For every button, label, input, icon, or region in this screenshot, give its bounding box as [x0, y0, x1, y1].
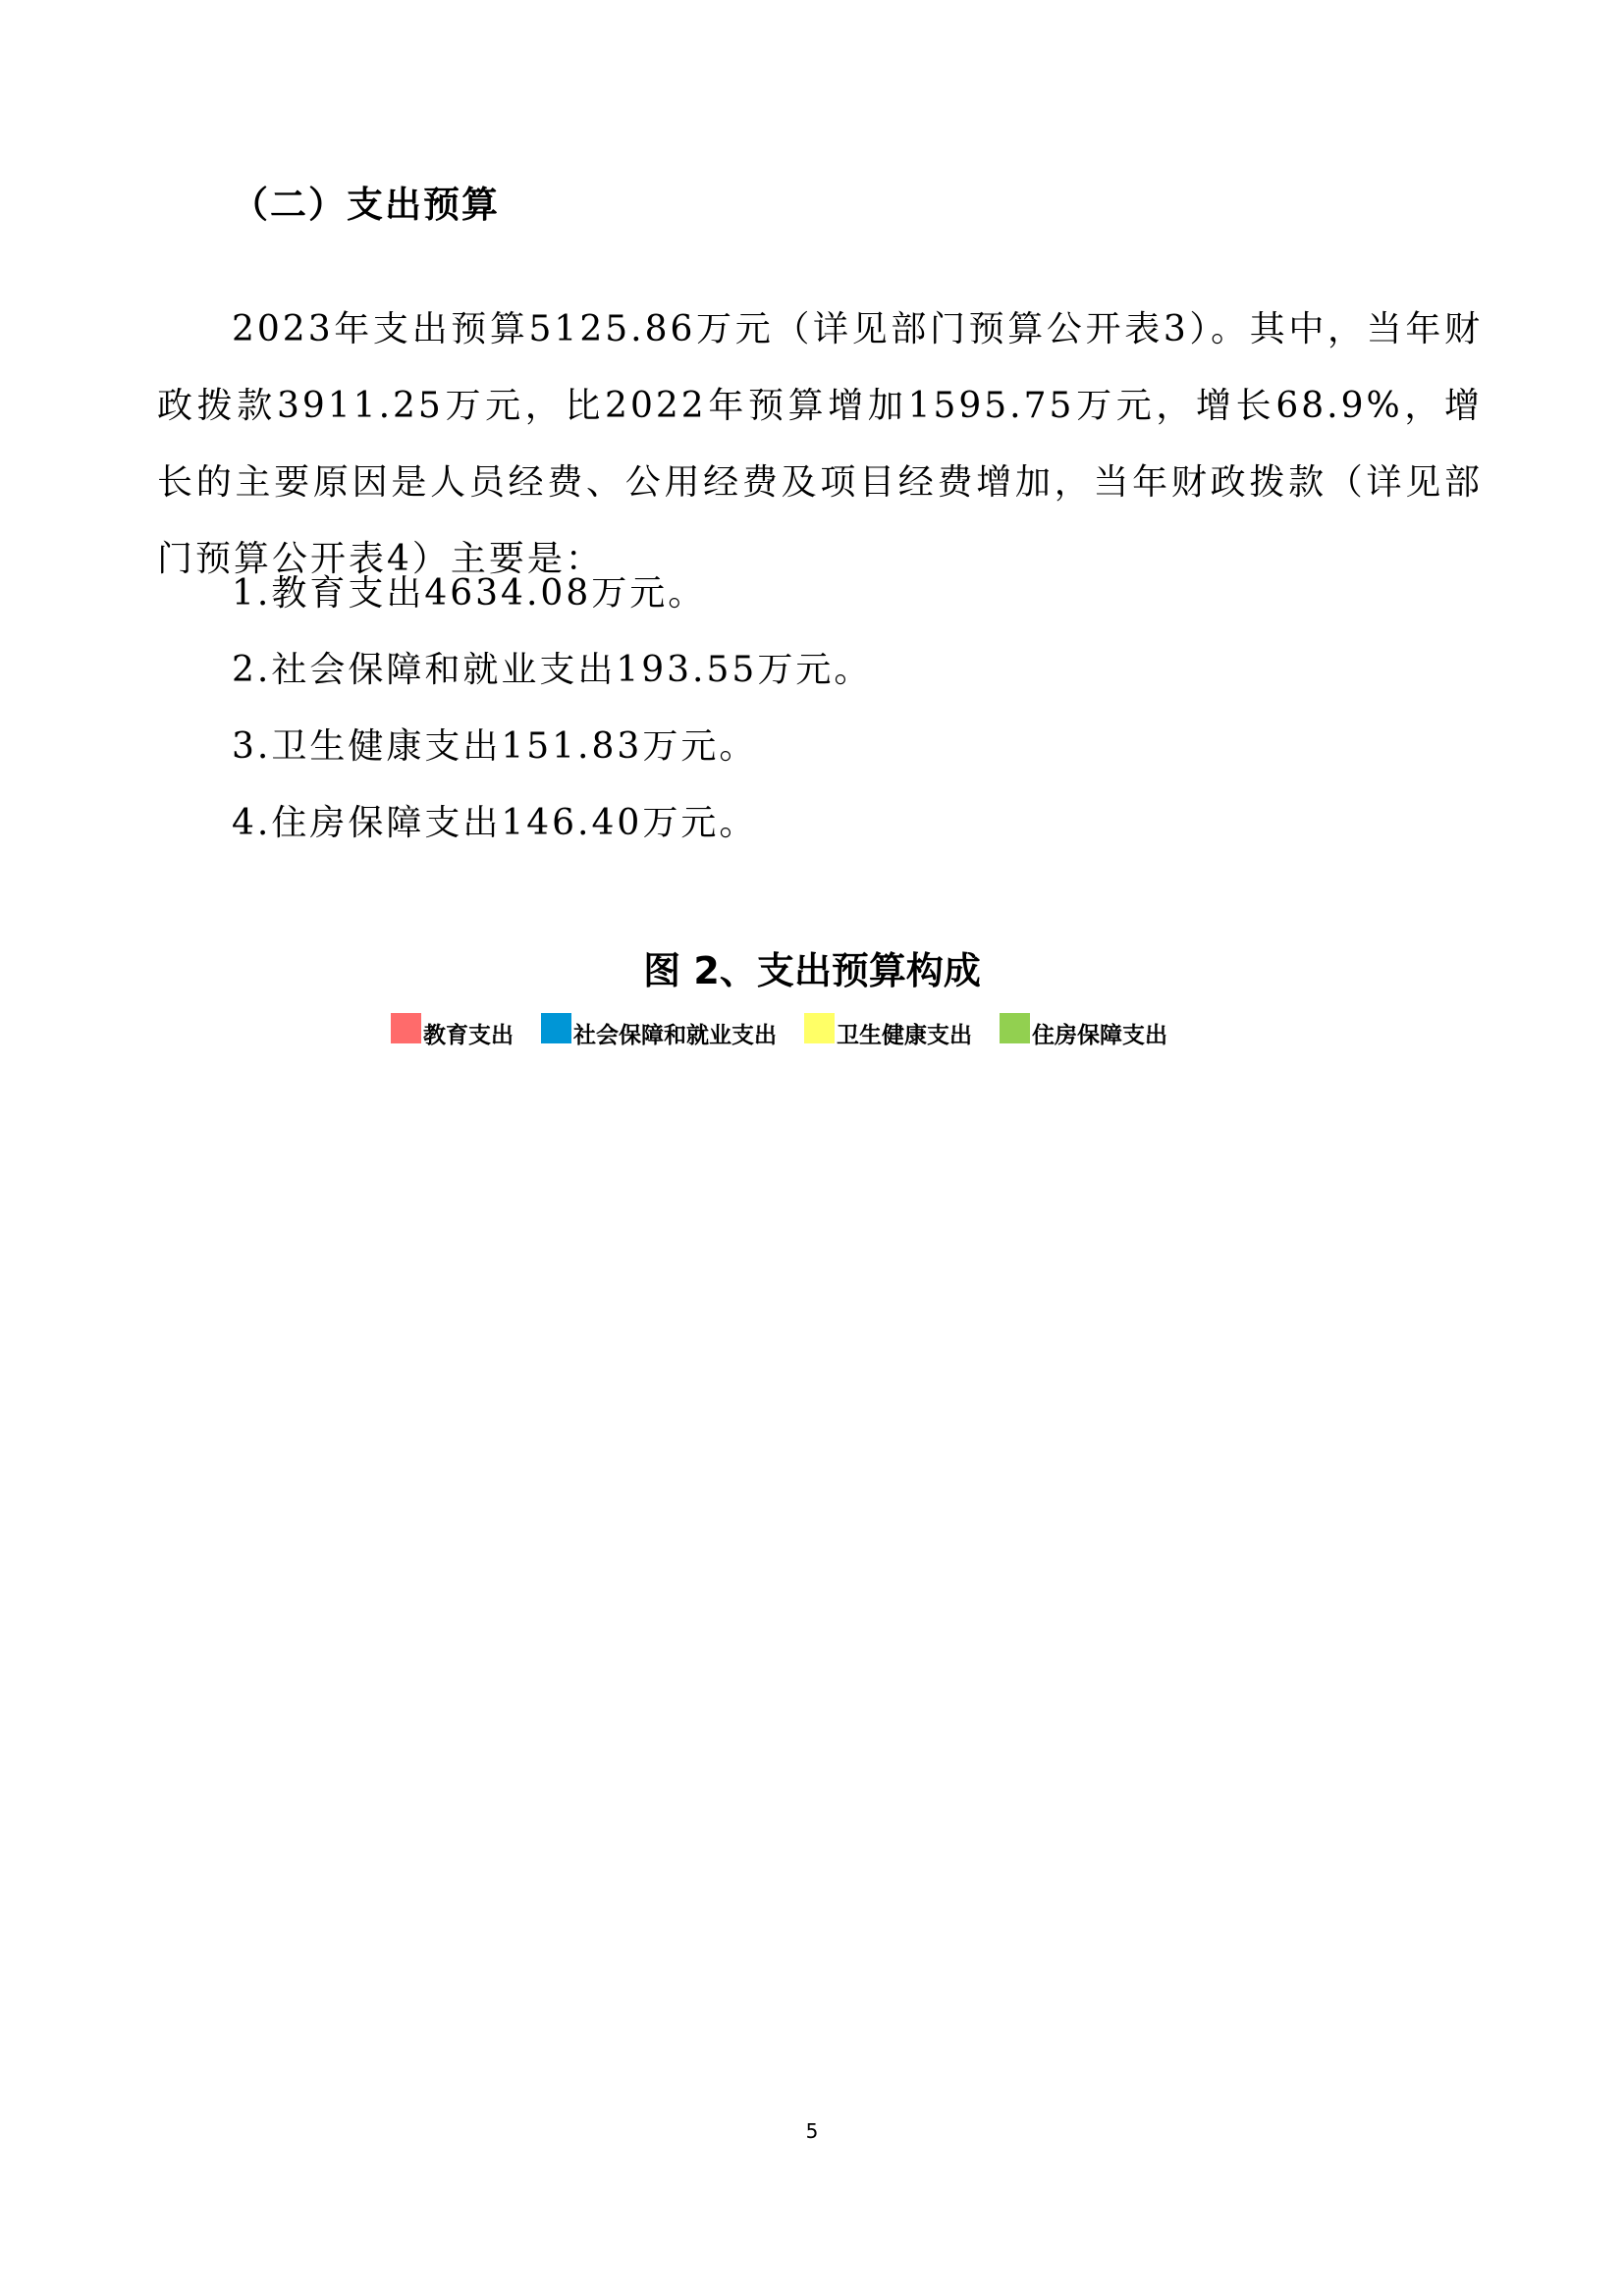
chart-plot-area — [295, 1070, 1329, 2052]
chart-legend — [391, 1017, 1167, 1049]
legend-item-education — [391, 1017, 514, 1049]
page-number: 5 — [805, 2119, 819, 2143]
legend-swatch-education — [391, 1013, 421, 1043]
legend-item-housing — [1000, 1017, 1167, 1049]
expenditure-item-housing: 4.住房保障支出146.40万元。 — [232, 803, 758, 843]
legend-swatch-social-security — [541, 1013, 571, 1043]
legend-label-education: 教育支出 — [423, 1023, 514, 1048]
legend-label-housing: 住房保障支出 — [1032, 1023, 1167, 1048]
chart-title: 图 2、支出预算构成 — [643, 949, 981, 992]
legend-label-social-security: 社会保障和就业支出 — [573, 1023, 777, 1048]
legend-label-health: 卫生健康支出 — [837, 1023, 972, 1048]
section-heading: （二）支出预算 — [232, 184, 500, 226]
legend-item-social-security — [541, 1017, 777, 1049]
legend-swatch-housing — [1000, 1013, 1030, 1043]
expenditure-item-health: 3.卫生健康支出151.83万元。 — [232, 726, 758, 767]
legend-swatch-health — [804, 1013, 835, 1043]
legend-item-health — [804, 1017, 972, 1049]
budget-paragraph: 2023年支出预算5125.86万元（详见部门预算公开表3）。其中，当年财政拨款3911.25万元，比2022年预算增加1595.75万元，增长68.9%，增长的主要原因是人员经费、公用经费及项目经费增加，当年财政拨款（详见部门预算公开表4）主要是： — [157, 309, 1483, 579]
expenditure-list — [232, 556, 872, 862]
expenditure-item-education: 1.教育支出4634.08万元。 — [232, 573, 707, 614]
expenditure-item-social-security: 2.社会保障和就业支出193.55万元。 — [232, 650, 873, 690]
